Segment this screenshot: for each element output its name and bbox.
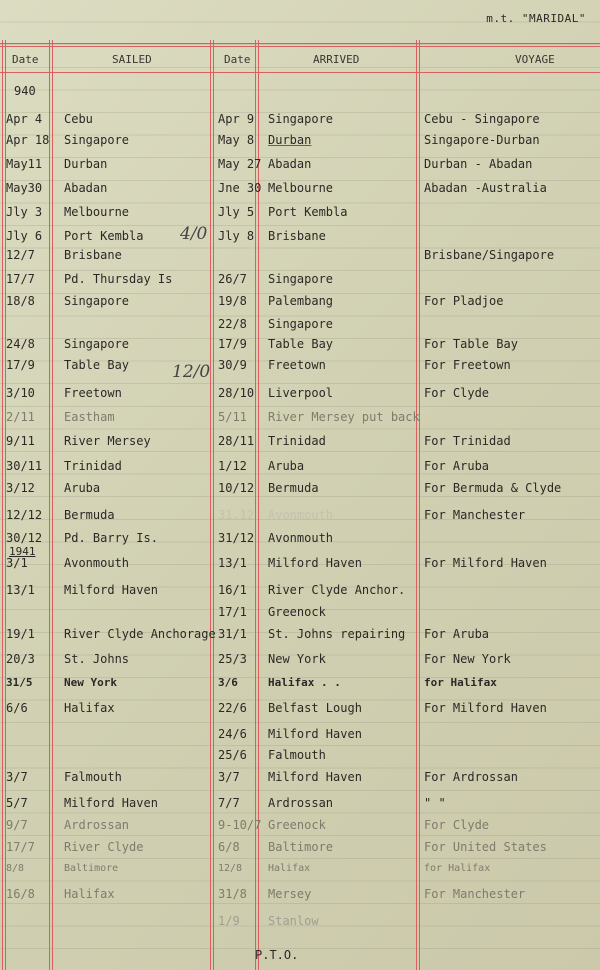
voyage: For United States [424, 840, 547, 854]
arrived-port: Singapore [268, 317, 334, 331]
arrived-date: 24/6 [218, 727, 247, 741]
arrived-port: Avonmouth [268, 531, 334, 545]
sailed-date: 31/5 [6, 676, 33, 689]
year-1940: 940 [14, 84, 36, 98]
sailed-port: Melbourne [64, 205, 130, 219]
arrived-date: 6/8 [218, 840, 240, 854]
voyage: For Milford Haven [424, 556, 547, 570]
header-top-rule [0, 43, 600, 44]
arrived-port: Belfast Lough [268, 701, 362, 715]
sailed-date: 2/11 [6, 410, 35, 424]
sailed-date: 20/3 [6, 652, 35, 666]
sailed-date: May11 [6, 157, 43, 171]
sailed-date: 30/12 [6, 531, 43, 545]
arrived-port: Singapore [268, 112, 334, 126]
voyage: For Clyde [424, 386, 490, 400]
voyage: Durban - Abadan [424, 157, 533, 171]
sailed-port: Milford Haven [64, 583, 158, 597]
arrived-port: St. Johns repairing [268, 627, 406, 641]
voyage: For Aruba [424, 459, 490, 473]
sailed-port: Singapore [64, 294, 130, 308]
voyage: " " [424, 796, 446, 810]
arrived-date: 31,12 [218, 508, 255, 522]
arrived-port: Durban [268, 133, 312, 147]
sailed-port: Avonmouth [64, 556, 130, 570]
header-date-arrived: Date [224, 53, 251, 66]
arrived-port: Baltimore [268, 840, 334, 854]
arrived-date: 7/7 [218, 796, 240, 810]
sailed-port: Eastham [64, 410, 115, 424]
header-bottom-rule [0, 72, 600, 73]
sailed-port: Trinidad [64, 459, 122, 473]
header-sailed: SAILED [112, 53, 152, 66]
arrived-port: Aruba [268, 459, 305, 473]
arrived-date: 12/8 [218, 863, 243, 874]
sailed-date: 16/8 [6, 887, 35, 901]
sailed-port: Halifax [64, 701, 115, 715]
arrived-port: River Clyde Anchor. [268, 583, 406, 597]
sailed-date: 12/12 [6, 508, 43, 522]
sailed-date: Apr 18 [6, 133, 50, 147]
voyage: For Manchester [424, 887, 526, 901]
arrived-port: Trinidad [268, 434, 326, 448]
header-arrived: ARRIVED [313, 53, 360, 66]
arrived-port: Falmouth [268, 748, 326, 762]
arrived-date: May 8 [218, 133, 255, 147]
arrived-date: 25/6 [218, 748, 247, 762]
handwritten-note: 4/0 [180, 224, 208, 244]
arrived-date: 17/9 [218, 337, 247, 351]
voyage: For Clyde [424, 818, 490, 832]
arrived-date: Jly 5 [218, 205, 255, 219]
arrived-port: Mersey [268, 887, 312, 901]
voyage: For Freetown [424, 358, 511, 372]
arrived-port: Ardrossan [268, 796, 334, 810]
arrived-port: River Mersey put back [268, 410, 420, 424]
sailed-date: 8/8 [6, 863, 25, 874]
sailed-date: 18/8 [6, 294, 35, 308]
voyage: for Halifax [424, 863, 491, 874]
sailed-date: 6/6 [6, 701, 28, 715]
sailed-port: Halifax [64, 887, 115, 901]
sailed-date: 9/11 [6, 434, 35, 448]
arrived-port: Halifax [268, 863, 311, 874]
arrived-date: 31/1 [218, 627, 247, 641]
arrived-date: 1/9 [218, 914, 240, 928]
sailed-date: 3/12 [6, 481, 35, 495]
sailed-port: River Mersey [64, 434, 151, 448]
arrived-date: 31/12 [218, 531, 255, 545]
sailed-port: Port Kembla [64, 229, 144, 243]
arrived-date: 19/8 [218, 294, 247, 308]
arrived-port: Abadan [268, 157, 312, 171]
sailed-date: 30/11 [6, 459, 43, 473]
sailed-port: Pd. Barry Is. [64, 531, 158, 545]
sailed-date: 3/1 [6, 556, 28, 570]
arrived-date: 1/12 [218, 459, 247, 473]
sailed-date: 19/1 [6, 627, 35, 641]
header-top-rule-2 [0, 46, 600, 47]
page-footer: P.T.O. [255, 948, 299, 962]
voyage: For Ardrossan [424, 770, 518, 784]
arrived-date: 5/11 [218, 410, 247, 424]
arrived-port: Milford Haven [268, 556, 362, 570]
arrived-port: Greenock [268, 818, 326, 832]
sailed-date: 3/7 [6, 770, 28, 784]
sailed-date: Jly 6 [6, 229, 43, 243]
arrived-date: 10/12 [218, 481, 255, 495]
ship-name: m.t. "MARIDAL" [486, 12, 586, 25]
arrived-port: Table Bay [268, 337, 334, 351]
sailed-date: 3/10 [6, 386, 35, 400]
arrived-port: Bermuda [268, 481, 319, 495]
year-1941: 1941 [9, 545, 36, 558]
voyage: For Manchester [424, 508, 526, 522]
voyage: For Trinidad [424, 434, 511, 448]
sailed-date: 12/7 [6, 248, 35, 262]
arrived-date: Jne 30 [218, 181, 262, 195]
sailed-port: Table Bay [64, 358, 130, 372]
arrived-port: Avonmouth [268, 508, 334, 522]
column-rule-left [2, 40, 3, 970]
sailed-port: Singapore [64, 133, 130, 147]
sailed-port: River Clyde [64, 840, 144, 854]
arrived-port: Port Kembla [268, 205, 348, 219]
arrived-date: 13/1 [218, 556, 247, 570]
voyage: For New York [424, 652, 511, 666]
sailed-date: 17/7 [6, 840, 35, 854]
arrived-port: Greenock [268, 605, 326, 619]
sailed-port: Bermuda [64, 508, 115, 522]
column-rule-date-sailed [49, 40, 50, 970]
sailed-port: Cebu [64, 112, 93, 126]
arrived-date: Jly 8 [218, 229, 255, 243]
sailed-port: Milford Haven [64, 796, 158, 810]
arrived-port: Milford Haven [268, 727, 362, 741]
arrived-port: Halifax . . [268, 676, 341, 689]
arrived-date: 9-10/7 [218, 818, 262, 832]
sailed-port: Freetown [64, 386, 122, 400]
arrived-date: 22/8 [218, 317, 247, 331]
sailed-date: 9/7 [6, 818, 28, 832]
sailed-port: Pd. Thursday Is [64, 272, 173, 286]
arrived-date: Apr 9 [218, 112, 255, 126]
sailed-port: St. Johns [64, 652, 130, 666]
arrived-date: 22/6 [218, 701, 247, 715]
sailed-date: May30 [6, 181, 43, 195]
sailed-port: Falmouth [64, 770, 122, 784]
arrived-date: 3/6 [218, 676, 238, 689]
arrived-port: Liverpool [268, 386, 334, 400]
arrived-date: 28/10 [218, 386, 255, 400]
arrived-port: Stanlow [268, 914, 319, 928]
header-date-sailed: Date [12, 53, 39, 66]
handwritten-note: 12/0 [172, 362, 211, 382]
voyage: Singapore-Durban [424, 133, 540, 147]
arrived-date: May 27 [218, 157, 262, 171]
sailed-date: 13/1 [6, 583, 35, 597]
sailed-port: Durban [64, 157, 108, 171]
voyage: For Pladjoe [424, 294, 504, 308]
arrived-date: 16/1 [218, 583, 247, 597]
arrived-port: Brisbane [268, 229, 326, 243]
sailed-date: Jly 3 [6, 205, 43, 219]
sailed-date: 24/8 [6, 337, 35, 351]
voyage: Brisbane/Singapore [424, 248, 555, 262]
arrived-date: 17/1 [218, 605, 247, 619]
sailed-port: Abadan [64, 181, 108, 195]
sailed-port: Ardrossan [64, 818, 130, 832]
arrived-date: 25/3 [218, 652, 247, 666]
arrived-port: Freetown [268, 358, 326, 372]
voyage: Cebu - Singapore [424, 112, 540, 126]
sailed-port: Brisbane [64, 248, 122, 262]
sailed-date: 5/7 [6, 796, 28, 810]
column-rule-arrived-voyage [416, 40, 417, 970]
sailed-port: Aruba [64, 481, 101, 495]
voyage: For Bermuda & Clyde [424, 481, 562, 495]
column-rule-sailed-date [210, 40, 211, 970]
voyage: For Milford Haven [424, 701, 547, 715]
sailed-port: Singapore [64, 337, 130, 351]
arrived-date: 3/7 [218, 770, 240, 784]
sailed-port: New York [64, 676, 117, 689]
arrived-date: 26/7 [218, 272, 247, 286]
arrived-date: 28/11 [218, 434, 255, 448]
arrived-port: Singapore [268, 272, 334, 286]
voyage: For Table Bay [424, 337, 518, 351]
sailed-port: River Clyde Anchorage [64, 627, 216, 641]
voyage: for Halifax [424, 676, 497, 689]
header-voyage: VOYAGE [515, 53, 555, 66]
sailed-date: Apr 4 [6, 112, 43, 126]
arrived-port: Melbourne [268, 181, 334, 195]
sailed-date: 17/7 [6, 272, 35, 286]
voyage: Abadan -Australia [424, 181, 547, 195]
arrived-port: Milford Haven [268, 770, 362, 784]
arrived-port: Palembang [268, 294, 334, 308]
arrived-date: 30/9 [218, 358, 247, 372]
voyage: For Aruba [424, 627, 490, 641]
sailed-port: Baltimore [64, 863, 119, 874]
arrived-date: 31/8 [218, 887, 247, 901]
sailed-date: 17/9 [6, 358, 35, 372]
arrived-port: New York [268, 652, 326, 666]
